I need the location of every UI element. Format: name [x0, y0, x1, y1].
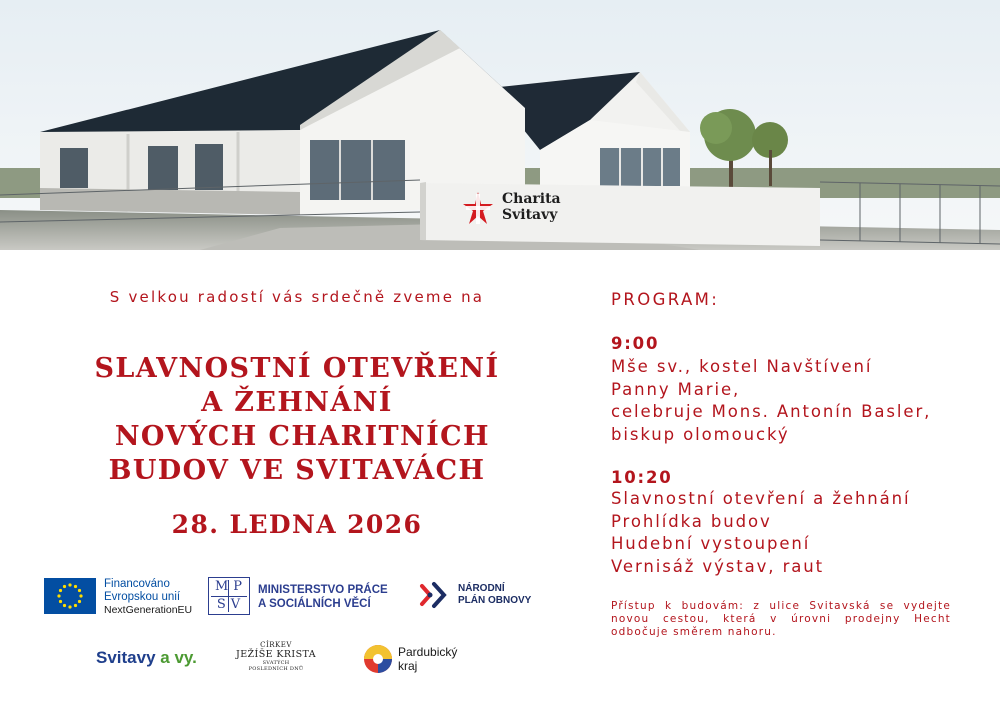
mpsv-logo — [258, 583, 388, 611]
mpsv-mark-top: MP — [214, 579, 248, 594]
slot-line: Slavnostní otevření a žehnání — [611, 489, 911, 508]
church-line-4: POSLEDNÍCH DNŮ — [248, 666, 304, 672]
slot-line: Panny Marie, — [611, 379, 741, 399]
eu-line-3: NextGenerationEU — [104, 604, 193, 616]
mpsv-mark-bottom: SV — [216, 597, 246, 612]
event-title — [52, 352, 542, 488]
pk-line-2: kraj — [398, 659, 418, 673]
charita-sign-name — [502, 191, 561, 223]
slot-line: Hudební vystoupení — [611, 534, 811, 553]
slot-time: 10:20 — [611, 468, 673, 487]
npo-line-2: PLÁN OBNOVY — [458, 595, 532, 606]
slot-details — [611, 356, 931, 446]
mpsv-line-1: MINISTERSTVO PRÁCE — [258, 584, 388, 596]
eu-line-2: Evropskou unií — [104, 591, 181, 603]
pardubicky-kraj-emblem-icon — [362, 643, 394, 675]
svitavy-word: Svitavy — [96, 648, 156, 667]
church-logo — [232, 641, 320, 672]
eu-line-1: Financováno — [104, 578, 170, 590]
eu-funding-logo — [104, 578, 192, 617]
eu-flag-icon — [44, 578, 96, 614]
title-line-1: SLAVNOSTNÍ OTEVŘENÍ — [94, 353, 500, 384]
church-line-2: JEŽÍŠE KRISTA — [236, 649, 316, 660]
pardubicky-kraj-logo — [398, 645, 457, 673]
pk-line-1: Pardubický — [398, 645, 458, 659]
svitavy-a-vy-logo — [96, 648, 197, 668]
npo-logo — [458, 583, 531, 607]
sign-line-1: Charita — [502, 191, 561, 207]
program-heading: PROGRAM: — [611, 290, 720, 309]
access-note: Přístup k budovám: z ulice Svitavská se vydejte novou cestou, která v úrovni prodejny Hecht odbočuje směrem nahoru. — [611, 600, 951, 638]
event-date: 28. LEDNA 2026 — [171, 510, 423, 539]
sign-line-2: Svitavy — [502, 207, 558, 223]
title-line-2: A ŽEHNÁNÍ — [201, 387, 393, 418]
title-line-4: BUDOV VE SVITAVÁCH — [108, 455, 486, 486]
church-line-1: CÍRKEV — [260, 641, 292, 649]
building-illustration — [0, 0, 1000, 250]
slot-line: Mše sv., kostel Navštívení — [611, 357, 873, 376]
slot-line: Prohlídka budov — [611, 511, 772, 531]
mpsv-line-2: A SOCIÁLNÍCH VĚCÍ — [258, 598, 371, 610]
slot-line: biskup olomoucký — [611, 424, 790, 444]
slot-time: 9:00 — [611, 334, 660, 353]
npo-arrows-icon — [418, 580, 454, 610]
slot-details — [611, 488, 911, 578]
slot-line: celebruje Mons. Antonín Basler, — [611, 402, 932, 421]
building-render — [0, 0, 1000, 250]
a-vy-word: a vy. — [155, 648, 197, 667]
mpsv-mark-icon — [208, 577, 250, 615]
church-line-3: SVATÝCH — [262, 660, 290, 666]
invitation-intro: S velkou radostí vás srdečně zveme na — [109, 288, 485, 306]
npo-line-1: NÁRODNÍ — [458, 583, 505, 594]
slot-line: Vernisáž výstav, raut — [611, 556, 824, 576]
title-line-3: NOVÝCH CHARITNÍCH — [104, 421, 490, 452]
